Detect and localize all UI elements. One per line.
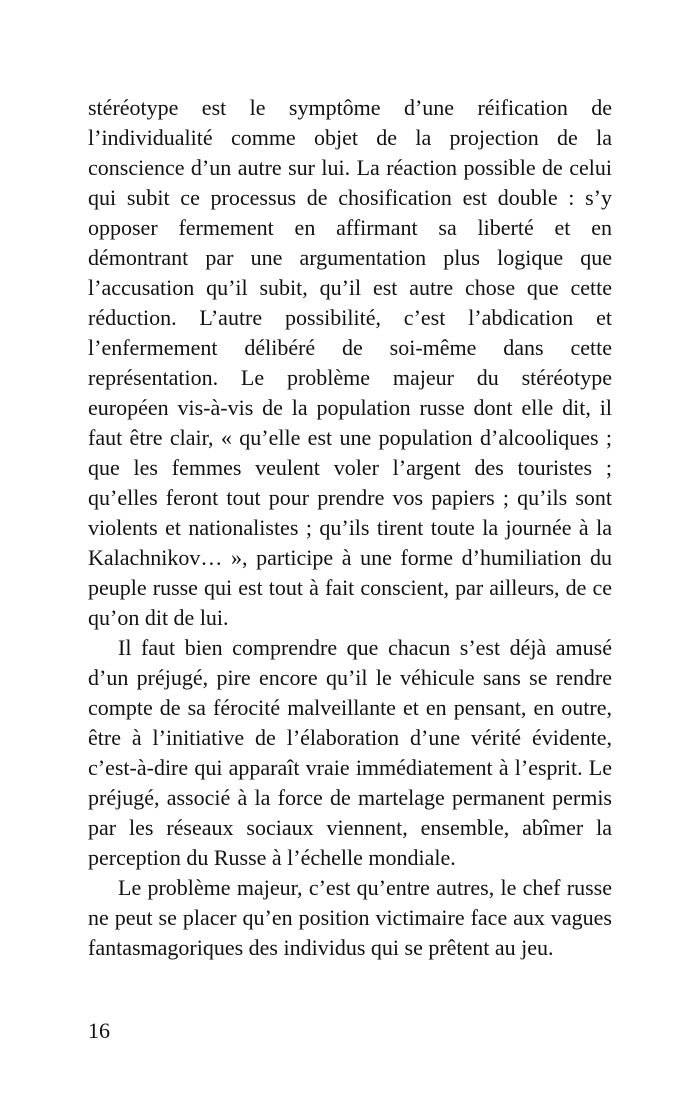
text-line: violents et nationalistes ; qu’ils tirent toute la journée à la xyxy=(88,515,612,540)
text-line: fantasmagoriques des individus qui se prêtent au jeu. xyxy=(88,935,554,960)
text-line: faut être clair, « qu’elle est une population d’alcooliques ; xyxy=(88,425,612,450)
text-line: compte de sa férocité malveillante et en pensant, en outre, xyxy=(88,695,612,720)
text-line: Il faut bien comprendre que chacun s’est déjà amusé xyxy=(118,635,612,660)
paragraph xyxy=(88,93,612,633)
text-line: l’individualité comme objet de la projection de la xyxy=(88,125,612,150)
text-line: peuple russe qui est tout à fait conscient, par ailleurs, de ce xyxy=(88,575,612,600)
text-line: Le problème majeur, c’est qu’entre autres, le chef russe xyxy=(118,875,612,900)
text-line: par les réseaux sociaux viennent, ensemble, abîmer la xyxy=(88,815,612,840)
paragraph xyxy=(88,873,612,963)
text-line: ne peut se placer qu’en position victimaire face aux vagues xyxy=(88,905,612,930)
text-line: préjugé, associé à la force de martelage permanent permis xyxy=(88,785,612,810)
text-line: stéréotype est le symptôme d’une réification de xyxy=(88,95,612,120)
text-line: être à l’initiative de l’élaboration d’une vérité évidente, xyxy=(88,725,612,750)
text-line: européen vis-à-vis de la population russe dont elle dit, il xyxy=(88,395,612,420)
text-line: réduction. L’autre possibilité, c’est l’abdication et xyxy=(88,305,612,330)
text-line: opposer fermement en affirmant sa liberté et en xyxy=(88,215,612,240)
text-line: que les femmes veulent voler l’argent des touristes ; xyxy=(88,455,612,480)
text-line: l’enfermement délibéré de soi-même dans cette xyxy=(88,335,612,360)
paragraph xyxy=(88,633,612,873)
text-line: c’est-à-dire qui apparaît vraie immédiatement à l’esprit. Le xyxy=(88,755,612,780)
page-number: 16 xyxy=(88,1018,110,1043)
body-text xyxy=(88,93,612,963)
text-line: conscience d’un autre sur lui. La réaction possible de celui xyxy=(88,155,612,180)
text-line: qu’on dit de lui. xyxy=(88,605,229,630)
text-line: d’un préjugé, pire encore qu’il le véhicule sans se rendre xyxy=(88,665,612,690)
text-line: qu’elles feront tout pour prendre vos papiers ; qu’ils sont xyxy=(88,485,612,510)
text-line: Kalachnikov… », participe à une forme d’humiliation du xyxy=(88,545,612,570)
text-line: démontrant par une argumentation plus logique que xyxy=(88,245,612,270)
text-line: perception du Russe à l’échelle mondiale. xyxy=(88,845,456,870)
text-line: l’accusation qu’il subit, qu’il est autre chose que cette xyxy=(88,275,612,300)
text-line: représentation. Le problème majeur du stéréotype xyxy=(88,365,612,390)
text-line: qui subit ce processus de chosification est double : s’y xyxy=(88,185,612,210)
